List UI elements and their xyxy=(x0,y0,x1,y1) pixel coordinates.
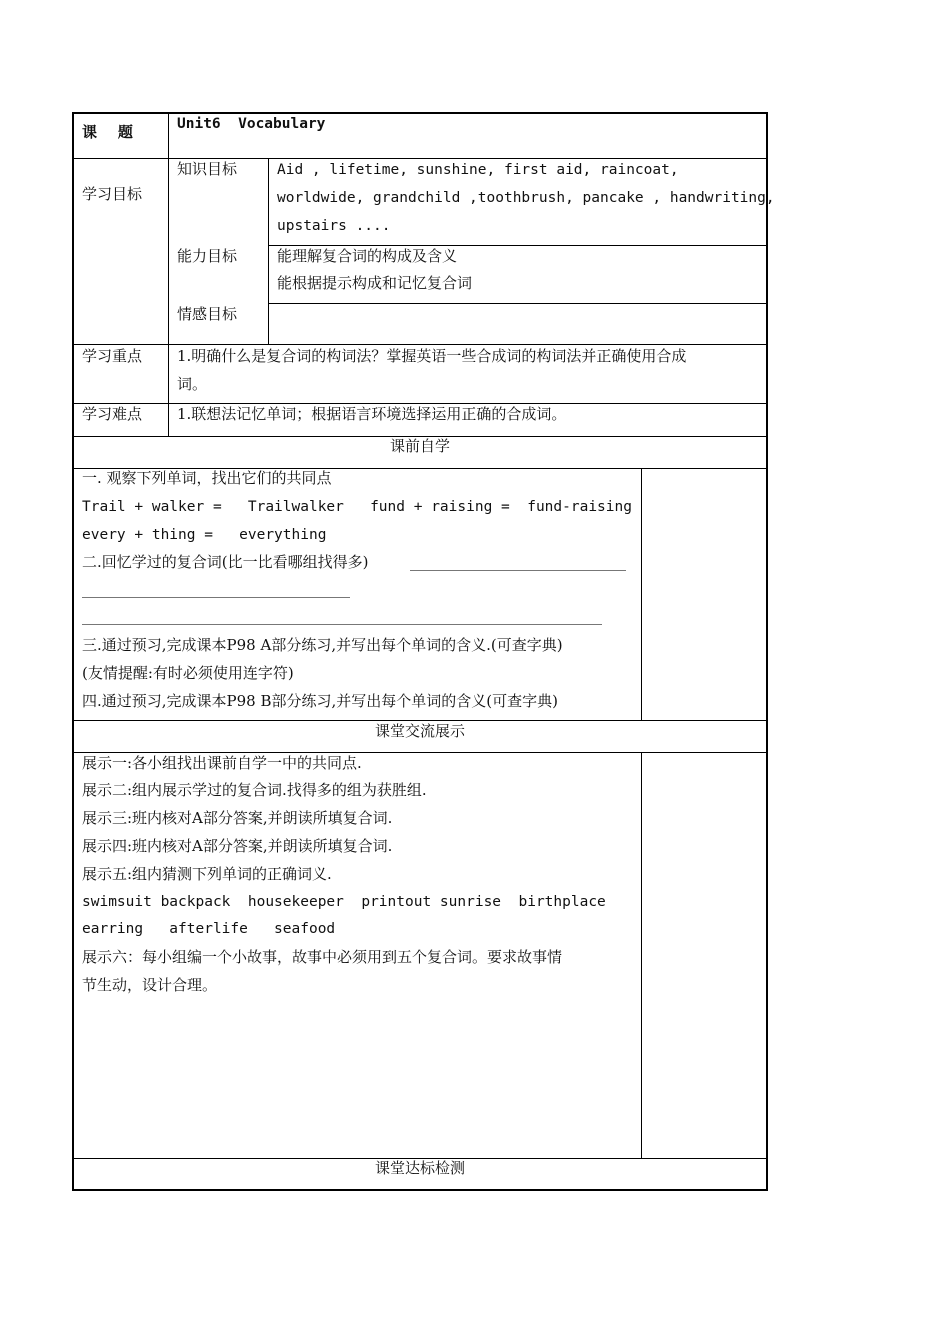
knowledge-line: worldwide, grandchild ,toothbrush, pancake , handwriting, xyxy=(277,190,775,206)
answer-blank[interactable] xyxy=(410,570,626,571)
knowledge-line: upstairs .... xyxy=(277,218,391,234)
col-divider xyxy=(641,468,642,720)
col-divider xyxy=(268,158,269,344)
classroom-line: 展示六：每小组编一个小故事，故事中必须用到五个复合词。要求故事情 xyxy=(82,948,563,966)
classroom-line: 展示一:各小组找出课前自学一中的共同点. xyxy=(82,754,362,772)
emotion-label: 情感目标 xyxy=(177,305,238,323)
classroom-line: earring afterlife seafood xyxy=(82,921,336,937)
preview-line: 四.通过预习,完成课本P98 B部分练习,并写出每个单词的含义(可查字典) xyxy=(82,692,558,710)
preview-title: 课前自学 xyxy=(389,437,450,455)
key-points-line: 1.明确什么是复合词的构词法？掌握英语一些合成词的构词法并正确使用合成 xyxy=(177,347,687,365)
ability-label: 能力目标 xyxy=(177,247,238,265)
answer-blank[interactable] xyxy=(82,597,350,598)
key-points-label: 学习重点 xyxy=(82,347,143,365)
classroom-line: swimsuit backpack housekeeper printout sunrise birthplace xyxy=(82,894,606,910)
preview-line: 一. 观察下列单词，找出它们的共同点 xyxy=(82,469,332,487)
preview-line: every + thing = everything xyxy=(82,527,327,543)
knowledge-label: 知识目标 xyxy=(177,160,238,178)
classroom-title: 课堂交流展示 xyxy=(374,722,465,740)
preview-line: 二.回忆学过的复合词(比一比看哪组找得多) xyxy=(82,553,369,571)
classroom-line: 展示二:组内展示学过的复合词.找得多的组为获胜组. xyxy=(82,781,427,799)
preview-line: Trail + walker = Trailwalker fund + raising = fund-raising xyxy=(82,499,632,515)
classroom-line: 节生动，设计合理。 xyxy=(82,976,218,994)
classroom-line: 展示五:组内猜测下列单词的正确词义. xyxy=(82,865,332,883)
row-divider xyxy=(269,303,767,304)
col-divider xyxy=(168,113,169,436)
test-title: 课堂达标检测 xyxy=(374,1159,465,1177)
difficulties-text: 1.联想法记忆单词；根据语言环境选择运用正确的合成词。 xyxy=(177,405,567,423)
preview-line: 三.通过预习,完成课本P98 A部分练习,并写出每个单词的含义.(可查字典) xyxy=(82,636,563,654)
classroom-line: 展示四:班内核对A部分答案,并朗读所填复合词. xyxy=(82,837,393,855)
ability-line: 能理解复合词的构成及含义 xyxy=(277,247,458,265)
key-points-line: 词。 xyxy=(177,375,208,393)
difficulties-label: 学习难点 xyxy=(82,405,143,423)
answer-blank[interactable] xyxy=(82,624,602,625)
topic-value: Unit6 Vocabulary xyxy=(177,116,326,132)
classroom-line: 展示三:班内核对A部分答案,并朗读所填复合词. xyxy=(82,809,393,827)
topic-label: 课 题 xyxy=(82,123,133,141)
preview-line: (友情提醒:有时必须使用连字符) xyxy=(82,664,294,682)
objectives-label: 学习目标 xyxy=(82,185,143,203)
ability-line: 能根据提示构成和记忆复合词 xyxy=(277,274,473,292)
col-divider xyxy=(641,752,642,1158)
knowledge-line: Aid , lifetime, sunshine, first aid, raincoat, xyxy=(277,162,679,178)
